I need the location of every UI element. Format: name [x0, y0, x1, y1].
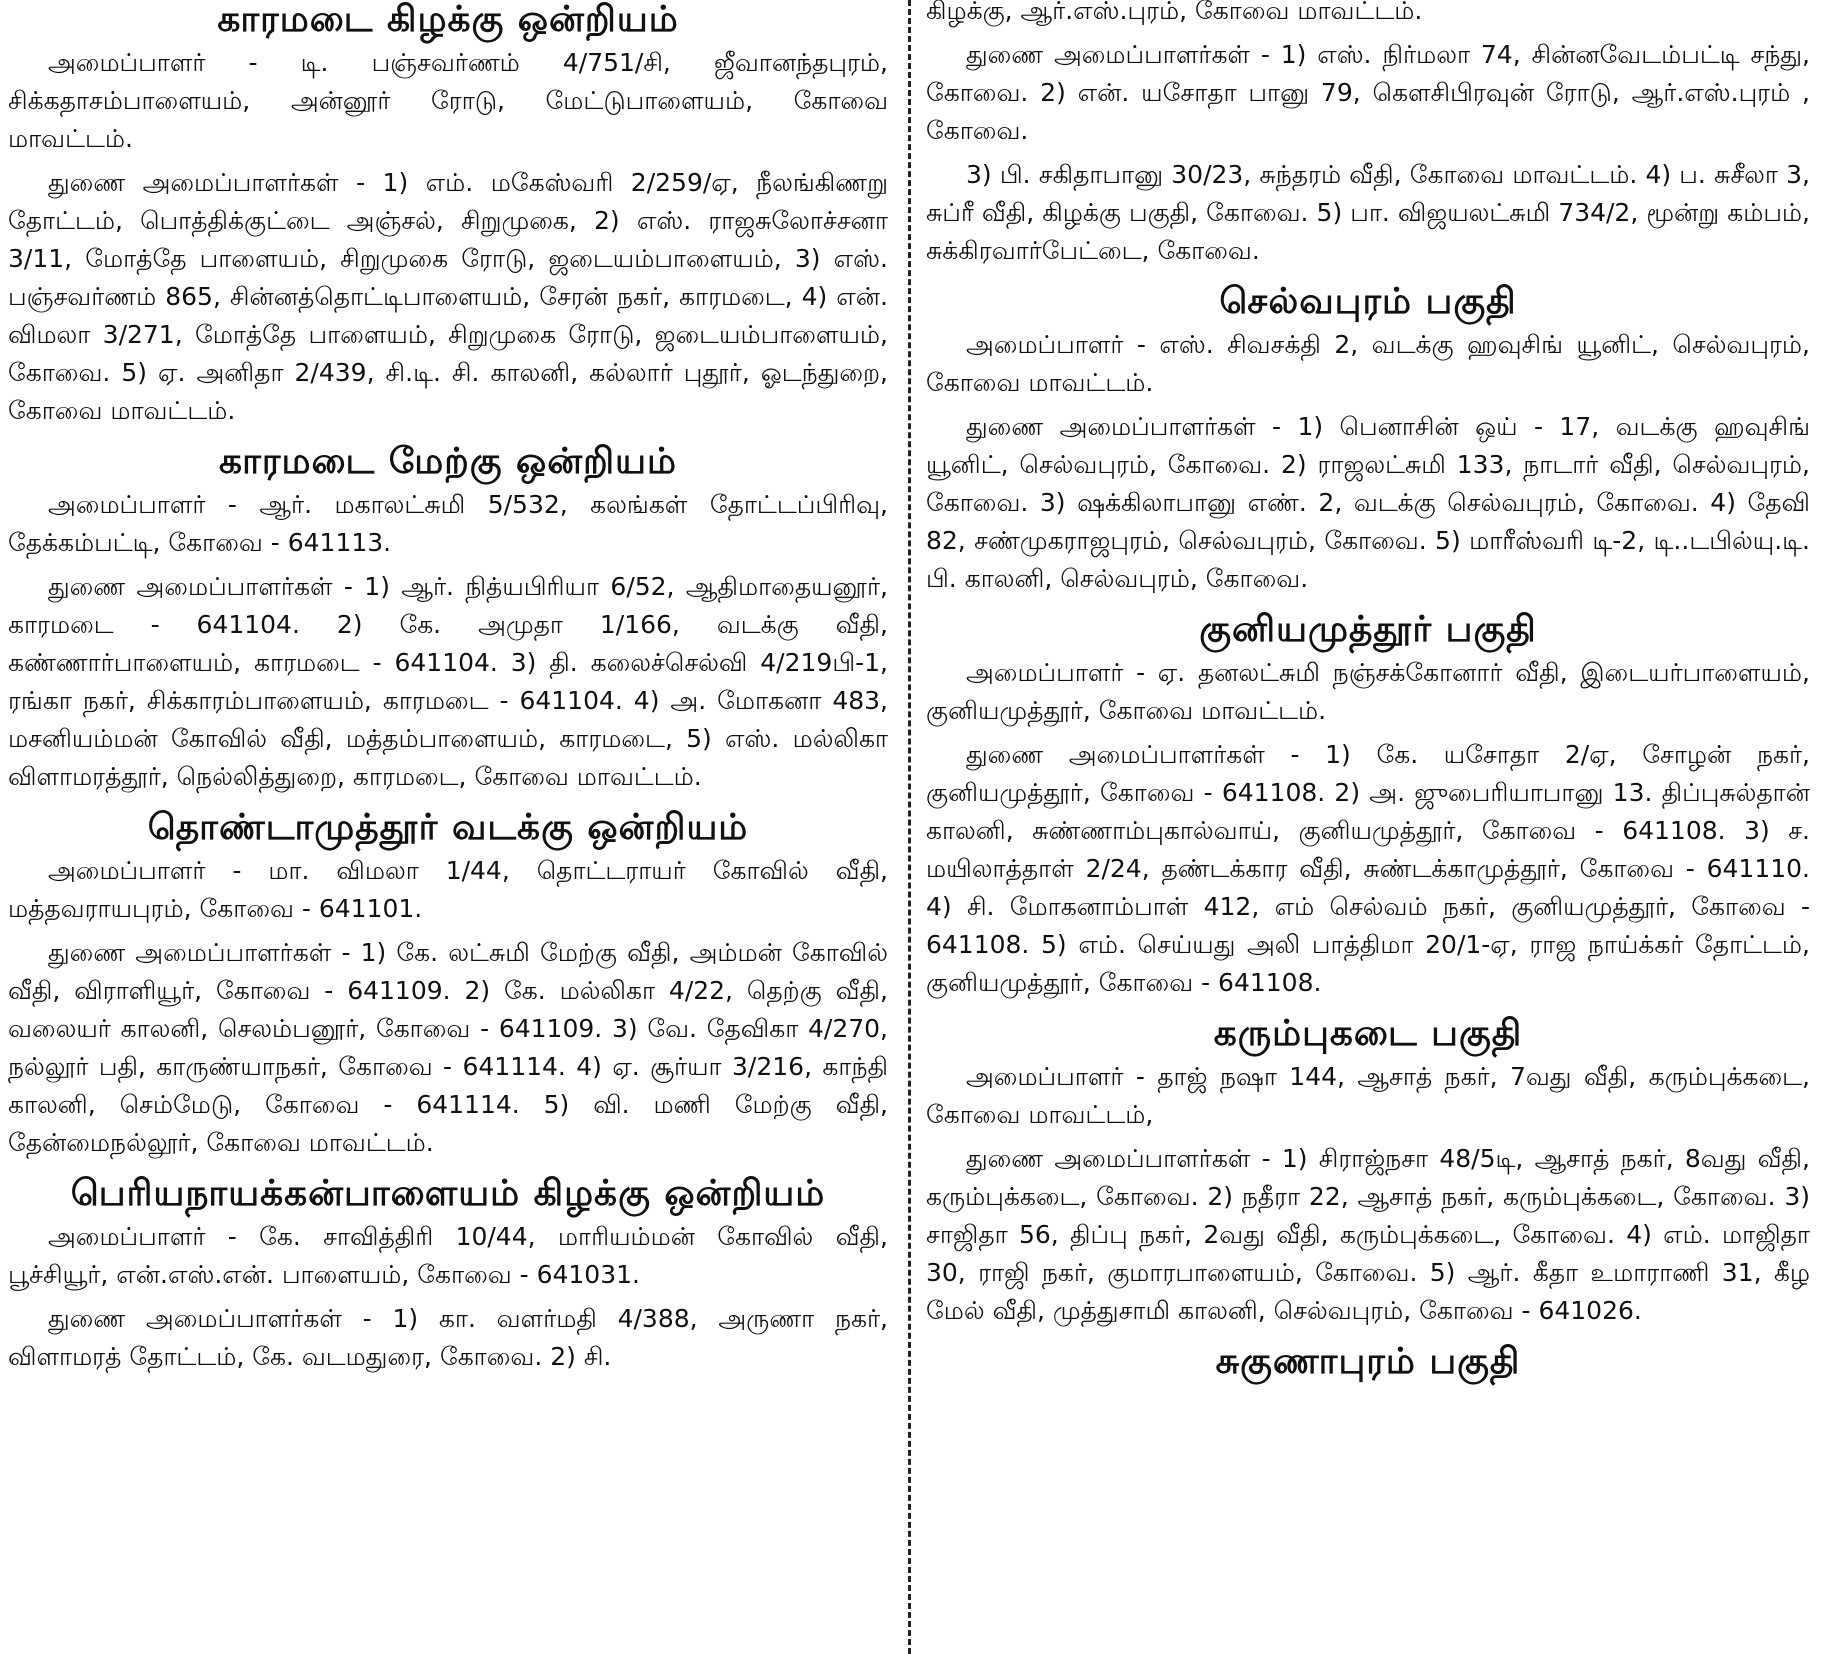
organizer-paragraph: அமைப்பாளர் - எஸ். சிவசக்தி 2, வடக்கு ஹவுசிங் யூனிட், செல்வபுரம், கோவை மாவட்டம்.	[926, 330, 1810, 397]
deputy-organizers-continued: 3) பி. சகிதாபானு 30/23, சுந்தரம் வீதி, கோவை மாவட்டம். 4) ப. சுசீலா 3, சுப்ரீ வீதி, கிழக்கு பகுதி, கோவை. 5) பா. விஜயலட்சுமி 734/2, மூன்று கம்பம், சுக்கிரவார்பேட்டை, கோவை.	[926, 160, 1810, 265]
organizer-paragraph: அமைப்பாளர் - ஏ. தனலட்சுமி நஞ்சக்கோனார் வீதி, இடையர்பாளையம், குனியமுத்தூர், கோவை மாவட்டம்.	[926, 658, 1810, 725]
deputy-organizers-paragraph: துணை அமைப்பாளர்கள் - 1) எஸ். நிர்மலா 74, சின்னவேடம்பட்டி சந்து, கோவை. 2) என். யசோதா பானு 79, கௌசிபிரவுன் ரோடு, ஆர்.எஸ்.புரம் , கோவை.	[926, 40, 1810, 145]
section-karamadai-west	[8, 438, 888, 796]
deputy-organizers-paragraph: துணை அமைப்பாளர்கள் - 1) கே. யசோதா 2/ஏ, சோழன் நகர், குனியமுத்தூர், கோவை - 641108. 2) அ. ஜுபைரியாபானு 13. திப்புசுல்தான் காலனி, சுண்ணாம்புகால்வாய், குனியமுத்தூர், கோவை - 641108. 3) ச. மயிலாத்தாள் 2/24, தண்டக்கார வீதி, சுண்டக்காமுத்தூர், கோவை - 641110. 4) சி. மோகனாம்பாள் 412, எம் செல்வம் நகர், குனியமுத்தூர், கோவை - 641108. 5) எம். செய்யது அலி பாத்திமா 20/1-ஏ, ராஜ நாய்க்கர் தோட்டம், குனியமுத்தூர், கோவை - 641108.	[926, 740, 1810, 997]
continued-section	[926, 0, 1810, 270]
deputy-organizers-paragraph: துணை அமைப்பாளர்கள் - 1) கே. லட்சுமி மேற்கு வீதி, அம்மன் கோவில் வீதி, விராளியூர், கோவை - 641109. 2) கே. மல்லிகா 4/22, தெற்கு வீதி, வலையர் காலனி, செலம்பனூர், கோவை - 641109. 3) வே. தேவிகா 4/270, நல்லூர் பதி, காருண்யாநகர், கோவை - 641114. 4) ஏ. சூர்யா 3/216, காந்தி காலனி, செம்மேடு, கோவை - 641114. 5) வி. மணி மேற்கு வீதி, தேன்மைநல்லூர், கோவை மாவட்டம்.	[8, 938, 888, 1157]
section-heading: காரமடை கிழக்கு ஒன்றியம்	[217, 0, 679, 40]
deputy-organizers-paragraph: துணை அமைப்பாளர்கள் - 1) கா. வளர்மதி 4/388, அருணா நகர், விளாமரத் தோட்டம், கே. வடமதுரை, கோவை. 2) சி.	[8, 1304, 888, 1371]
section-heading: தொண்டாமுத்தூர் வடக்கு ஒன்றியம்	[147, 807, 749, 848]
column-divider	[908, 0, 911, 1654]
section-karamadai-east	[8, 0, 888, 430]
continued-text: கிழக்கு, ஆர்.எஸ்.புரம், கோவை மாவட்டம்.	[926, 0, 1423, 25]
section-heading: சுகுணாபுரம் பகுதி	[1215, 1341, 1521, 1382]
deputy-organizers-paragraph: துணை அமைப்பாளர்கள் - 1) பெனாசின் ஒய் - 17, வடக்கு ஹவுசிங் யூனிட், செல்வபுரம், கோவை. 2) ராஜலட்சுமி 133, நாடார் வீதி, செல்வபுரம், கோவை. 3) ஷக்கிலாபானு எண். 2, வடக்கு செல்வபுரம், கோவை. 4) தேவி 82, சண்முகராஜபுரம், செல்வபுரம், கோவை. 5) மாரீஸ்வரி டி-2, டி..டபில்யு.டி. பி. காலனி, செல்வபுரம், கோவை.	[926, 412, 1810, 593]
section-karumbukadai	[926, 1010, 1810, 1330]
organizer-paragraph: அமைப்பாளர் - மா. விமலா 1/44, தொட்டராயர் கோவில் வீதி, மத்தவராயபுரம், கோவை - 641101.	[8, 856, 888, 923]
section-heading: கரும்புகடை பகுதி	[1213, 1013, 1523, 1054]
organizer-paragraph: அமைப்பாளர் - கே. சாவித்திரி 10/44, மாரியம்மன் கோவில் வீதி, பூச்சியூர், என்.எஸ்.என். பாளையம், கோவை - 641031.	[8, 1222, 888, 1289]
organizer-paragraph: அமைப்பாளர் - தாஜ் நஷா 144, ஆசாத் நகர், 7வது வீதி, கரும்புக்கடை, கோவை மாவட்டம்,	[926, 1062, 1810, 1129]
right-column	[926, 0, 1810, 1654]
section-heading: குனியமுத்தூர் பகுதி	[1199, 609, 1537, 650]
organizer-paragraph: அமைப்பாளர் - ஆர். மகாலட்சுமி 5/532, கலங்கள் தோட்டப்பிரிவு, தேக்கம்பட்டி, கோவை - 641113.	[8, 490, 888, 557]
section-heading: செல்வபுரம் பகுதி	[1219, 281, 1517, 322]
deputy-organizers-paragraph: துணை அமைப்பாளர்கள் - 1) எம். மகேஸ்வரி 2/259/ஏ, நீலங்கிணறு தோட்டம், பொத்திக்குட்டை அஞ்சல், சிறுமுகை, 2) எஸ். ராஜசுலோச்சனா 3/11, மோத்தே பாளையம், சிறுமுகை ரோடு, ஜடையம்பாளையம், 3) எஸ். பஞ்சவர்ணம் 865, சின்னத்தொட்டிபாளையம், சேரன் நகர், காரமடை, 4) என். விமலா 3/271, மோத்தே பாளையம், சிறுமுகை ரோடு, ஜடையம்பாளையம், கோவை. 5) ஏ. அனிதா 2/439, சி.டி. சி. காலனி, கல்லார் புதூர், ஓடந்துறை, கோவை மாவட்டம்.	[8, 168, 888, 425]
section-selvapuram	[926, 278, 1810, 598]
section-periyanaickenpalayam-east	[8, 1170, 888, 1376]
section-suguna-puram	[926, 1338, 1810, 1386]
section-heading: பெரியநாயக்கன்பாளையம் கிழக்கு ஒன்றியம்	[70, 1173, 826, 1214]
section-heading: காரமடை மேற்கு ஒன்றியம்	[219, 441, 677, 482]
section-thondamuthur-north	[8, 804, 888, 1162]
deputy-organizers-paragraph: துணை அமைப்பாளர்கள் - 1) சிராஜ்நசா 48/5டி, ஆசாத் நகர், 8வது வீதி, கரும்புக்கடை, கோவை. 2) நதீரா 22, ஆசாத் நகர், கரும்புக்கடை, கோவை. 3) சாஜிதா 56, திப்பு நகர், 2வது வீதி, கரும்புக்கடை, கோவை. 4) எம். மாஜிதா 30, ராஜி நகர், குமாரபாளையம், கோவை. 5) ஆர். கீதா உமாராணி 31, கீழ மேல் வீதி, முத்துசாமி காலனி, செல்வபுரம், கோவை - 641026.	[926, 1144, 1810, 1325]
organizer-paragraph: அமைப்பாளர் - டி. பஞ்சவர்ணம் 4/751/சி, ஜீவானந்தபுரம், சிக்கதாசம்பாளையம், அன்னூர் ரோடு, மேட்டுபாளையம், கோவை மாவட்டம்.	[8, 48, 888, 153]
section-kuniyamuthur	[926, 606, 1810, 1002]
deputy-organizers-paragraph: துணை அமைப்பாளர்கள் - 1) ஆர். நித்யபிரியா 6/52, ஆதிமாதையனூர், காரமடை - 641104. 2) கே. அமுதா 1/166, வடக்கு வீதி, கண்ணார்பாளையம், காரமடை - 641104. 3) தி. கலைச்செல்வி 4/219பி-1, ரங்கா நகர், சிக்காரம்பாளையம், காரமடை - 641104. 4) அ. மோகனா 483, மசனியம்மன் கோவில் வீதி, மத்தம்பாளையம், காரமடை, 5) எஸ். மல்லிகா விளாமரத்தூர், நெல்லித்துறை, காரமடை, கோவை மாவட்டம்.	[8, 572, 888, 791]
left-column	[8, 0, 888, 1654]
